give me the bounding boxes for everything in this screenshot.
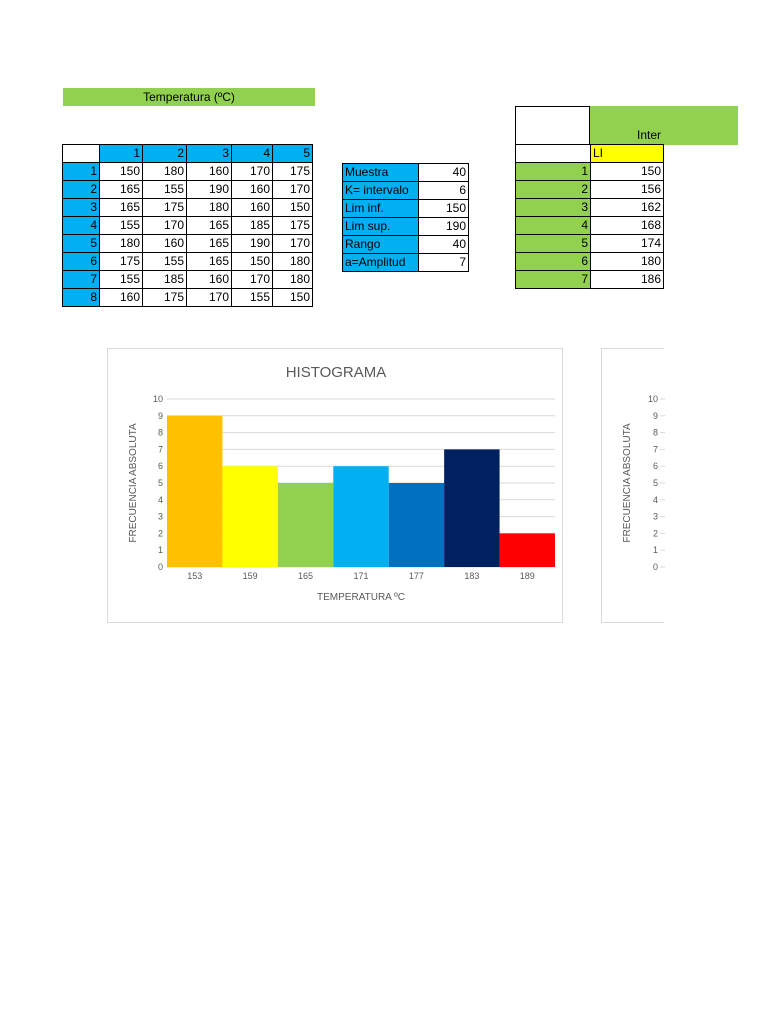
interval-row (516, 217, 664, 235)
y-tick-label: 10 (152, 394, 163, 404)
table-row (63, 289, 313, 307)
data-cell[interactable]: 185 (143, 271, 187, 289)
x-tick-label: 171 (353, 571, 369, 581)
data-cell[interactable]: 160 (143, 235, 187, 253)
histogram-bar[interactable] (500, 533, 555, 567)
sheet-title: Temperatura (ºC) (63, 88, 315, 106)
x-tick-label: 177 (408, 571, 424, 581)
stats-row (343, 236, 469, 254)
data-cell[interactable]: 150 (273, 289, 313, 307)
data-cell[interactable]: 190 (232, 235, 273, 253)
interval-index[interactable]: 3 (516, 199, 591, 217)
data-cell[interactable]: 180 (273, 271, 313, 289)
stat-value[interactable]: 6 (419, 182, 469, 200)
table-row (63, 217, 313, 235)
y-tick-label: 2 (157, 528, 163, 539)
stat-label[interactable]: Lim inf. (343, 200, 419, 218)
data-cell[interactable]: 155 (100, 271, 143, 289)
histogram-bar[interactable] (389, 483, 444, 567)
data-cell[interactable]: 160 (232, 181, 273, 199)
y-tick-label: 8 (157, 427, 163, 438)
y-tick-label: 9 (157, 410, 163, 421)
y-tick-label: 0 (157, 562, 163, 572)
y-tick-label: 6 (157, 461, 163, 472)
y-tick-label: 4 (652, 494, 658, 505)
data-cell[interactable]: 165 (187, 253, 232, 271)
li-header[interactable]: LI (591, 145, 664, 163)
temperature-data-table (62, 144, 313, 307)
interval-li[interactable]: 186 (591, 271, 664, 289)
data-cell[interactable]: 175 (100, 253, 143, 271)
stat-value[interactable]: 150 (419, 200, 469, 218)
row-header[interactable]: 4 (63, 217, 100, 235)
viewport-clip (664, 145, 768, 305)
interval-row (516, 199, 664, 217)
data-cell[interactable]: 165 (187, 217, 232, 235)
y-tick-label: 0 (652, 562, 658, 572)
data-cell[interactable]: 160 (187, 163, 232, 181)
data-cell[interactable]: 170 (232, 163, 273, 181)
histogram-chart[interactable] (107, 348, 563, 623)
y-tick-label: 6 (652, 461, 658, 472)
data-cell[interactable]: 160 (187, 271, 232, 289)
stats-row (343, 200, 469, 218)
data-cell[interactable]: 165 (187, 235, 232, 253)
data-cell[interactable]: 165 (100, 199, 143, 217)
x-tick-label: 183 (464, 571, 480, 581)
interval-index[interactable]: 7 (516, 271, 591, 289)
histogram-bar[interactable] (167, 416, 222, 567)
interval-row (516, 271, 664, 289)
corner-cell[interactable] (63, 145, 100, 163)
interval-li[interactable]: 162 (591, 199, 664, 217)
data-cell[interactable]: 180 (100, 235, 143, 253)
interval-index[interactable]: 5 (516, 235, 591, 253)
column-header[interactable]: 3 (187, 145, 232, 163)
interval-index[interactable]: 1 (516, 163, 591, 181)
data-cell[interactable]: 180 (273, 253, 313, 271)
interval-li[interactable]: 150 (591, 163, 664, 181)
x-tick-label: 189 (519, 571, 535, 581)
x-tick-label: 165 (298, 571, 314, 581)
y-tick-label: 3 (157, 511, 163, 522)
histogram-svg (108, 349, 564, 624)
interval-header (590, 106, 738, 145)
y-tick-label: 1 (652, 545, 658, 556)
x-tick-label: 153 (187, 571, 203, 581)
stat-value[interactable]: 190 (419, 218, 469, 236)
stat-label[interactable]: a=Amplitud (343, 254, 419, 272)
table-row (63, 253, 313, 271)
y-tick-label: 5 (652, 478, 658, 488)
interval-li[interactable]: 174 (591, 235, 664, 253)
data-cell[interactable]: 170 (273, 181, 313, 199)
data-cell[interactable]: 150 (100, 163, 143, 181)
stats-row (343, 164, 469, 182)
histogram-chart-2-partial[interactable] (601, 348, 664, 623)
y-axis-label: FRECUENCIA ABSOLUTA (128, 423, 139, 543)
column-header[interactable]: 4 (232, 145, 273, 163)
data-cell[interactable]: 155 (143, 253, 187, 271)
data-cell[interactable]: 165 (100, 181, 143, 199)
data-cell[interactable]: 175 (143, 289, 187, 307)
data-cell[interactable]: 180 (143, 163, 187, 181)
interval-index[interactable]: 2 (516, 181, 591, 199)
chart-title: HISTOGRAMA (285, 364, 387, 381)
interval-header-blank (515, 106, 590, 144)
y-tick-label: 8 (652, 427, 658, 438)
stat-value[interactable]: 40 (419, 236, 469, 254)
data-cell[interactable]: 170 (273, 235, 313, 253)
stat-value[interactable]: 40 (419, 164, 469, 182)
histogram-bar[interactable] (222, 466, 277, 567)
row-header[interactable]: 3 (63, 199, 100, 217)
stat-label[interactable]: Rango (343, 236, 419, 254)
column-header[interactable]: 2 (143, 145, 187, 163)
stats-row (343, 254, 469, 272)
interval-li[interactable]: 180 (591, 253, 664, 271)
y-tick-label: 9 (652, 410, 658, 421)
data-cell[interactable]: 160 (100, 289, 143, 307)
data-cell[interactable]: 175 (143, 199, 187, 217)
interval-li[interactable]: 168 (591, 217, 664, 235)
stat-label[interactable]: Lim sup. (343, 218, 419, 236)
histogram-bar[interactable] (278, 483, 333, 567)
row-header[interactable]: 1 (63, 163, 100, 181)
interval-table (515, 144, 664, 289)
row-header[interactable]: 8 (63, 289, 100, 307)
histogram-bar[interactable] (444, 449, 499, 567)
stat-value[interactable]: 7 (419, 254, 469, 272)
data-cell[interactable]: 175 (273, 217, 313, 235)
x-axis-label: TEMPERATURA ºC (317, 592, 405, 603)
table-row (63, 199, 313, 217)
stat-label[interactable]: K= intervalo (343, 182, 419, 200)
interval-row (516, 235, 664, 253)
table-row (63, 163, 313, 181)
data-cell[interactable]: 185 (232, 217, 273, 235)
data-cell[interactable]: 175 (273, 163, 313, 181)
data-cell[interactable]: 160 (232, 199, 273, 217)
data-cell[interactable]: 155 (143, 181, 187, 199)
stats-row (343, 182, 469, 200)
interval-index[interactable]: 6 (516, 253, 591, 271)
interval-li[interactable]: 156 (591, 181, 664, 199)
histogram-bar[interactable] (333, 466, 388, 567)
data-cell[interactable]: 170 (232, 271, 273, 289)
y-tick-label: 4 (157, 494, 163, 505)
row-header[interactable]: 2 (63, 181, 100, 199)
stats-row (343, 218, 469, 236)
interval-row (516, 181, 664, 199)
y-tick-label: 7 (652, 444, 658, 455)
interval-row (516, 253, 664, 271)
interval-row (516, 163, 664, 181)
data-cell[interactable]: 155 (232, 289, 273, 307)
y-tick-label: 1 (157, 545, 163, 556)
data-cell[interactable]: 180 (187, 199, 232, 217)
stats-table (342, 163, 469, 272)
data-cell[interactable]: 170 (187, 289, 232, 307)
x-tick-label: 159 (242, 571, 258, 581)
data-cell[interactable]: 155 (100, 217, 143, 235)
interval-corner-cell[interactable] (516, 145, 591, 163)
data-cell[interactable]: 150 (232, 253, 273, 271)
y-tick-label: 10 (647, 394, 658, 404)
column-header[interactable]: 1 (100, 145, 143, 163)
table-row (63, 181, 313, 199)
row-header[interactable]: 7 (63, 271, 100, 289)
interval-index[interactable]: 4 (516, 217, 591, 235)
y-tick-label: 3 (652, 511, 658, 522)
interval-header-label: Inter (637, 128, 662, 142)
column-header[interactable]: 5 (273, 145, 313, 163)
data-cell[interactable]: 150 (273, 199, 313, 217)
histogram-2-svg (602, 349, 665, 624)
table-row (63, 271, 313, 289)
data-cell[interactable]: 170 (143, 217, 187, 235)
y-tick-label: 2 (652, 528, 658, 539)
stat-label[interactable]: Muestra (343, 164, 419, 182)
y-tick-label: 5 (157, 478, 163, 488)
table-row (63, 235, 313, 253)
y-axis-label: FRECUENCIA ABSOLUTA (622, 423, 633, 543)
row-header[interactable]: 5 (63, 235, 100, 253)
y-tick-label: 7 (157, 444, 163, 455)
row-header[interactable]: 6 (63, 253, 100, 271)
data-cell[interactable]: 190 (187, 181, 232, 199)
